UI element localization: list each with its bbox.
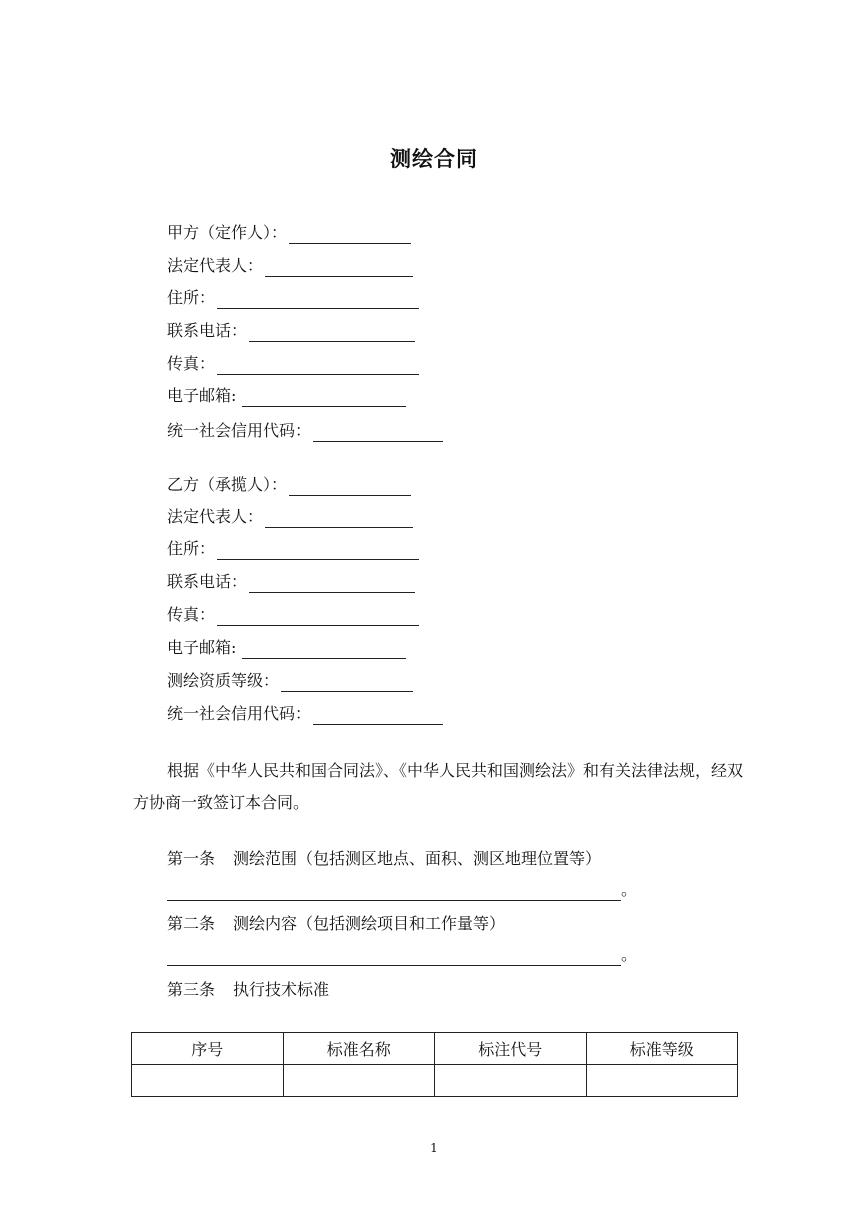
clause-2-end-mark: 。	[621, 945, 638, 964]
standards-table-header-row	[132, 1033, 738, 1065]
party-a-address-label: 住所：	[167, 288, 216, 307]
party-a-name-field	[167, 222, 411, 244]
page-number: 1	[430, 1141, 438, 1155]
party-a-address-field	[167, 287, 419, 309]
party-a-credit-code-blank[interactable]	[313, 423, 443, 442]
clause-3	[167, 979, 329, 1001]
party-b-address-label: 住所：	[167, 539, 216, 558]
party-b-qualification-blank[interactable]	[281, 673, 413, 692]
clause-1-end-mark: 。	[621, 880, 638, 899]
clause-1-blank-line	[167, 879, 637, 901]
header-standard-level: 标准等级	[586, 1033, 738, 1065]
clause-3-number: 第三条	[167, 980, 216, 999]
clause-1-number: 第一条	[167, 849, 216, 868]
clause-3-text: 执行技术标准	[233, 980, 330, 999]
party-b-rep-blank[interactable]	[265, 509, 413, 528]
party-a-fax-label: 传真：	[167, 354, 216, 373]
party-b-phone-label: 联系电话：	[167, 572, 248, 591]
party-a-phone-label: 联系电话：	[167, 321, 248, 340]
party-b-fax-label: 传真：	[167, 605, 216, 624]
party-b-address-field	[167, 538, 419, 560]
clause-1	[167, 848, 601, 870]
party-a-rep-field	[167, 255, 413, 277]
party-b-credit-code-label: 统一社会信用代码：	[167, 704, 312, 723]
party-b-fax-blank[interactable]	[217, 607, 419, 626]
party-b-name-label: 乙方（承揽人）：	[167, 475, 288, 494]
party-a-credit-code-field	[167, 420, 443, 442]
party-b-credit-code-field	[167, 703, 443, 725]
party-a-rep-blank[interactable]	[265, 258, 413, 277]
party-b-fax-field	[167, 604, 419, 626]
party-b-name-blank[interactable]	[289, 477, 411, 496]
party-b-email-field	[167, 637, 406, 659]
party-b-email-blank[interactable]	[242, 640, 406, 659]
party-a-phone-field	[167, 320, 415, 342]
header-standard-code: 标注代号	[435, 1033, 587, 1065]
preamble-paragraph: 根据《中华人民共和国合同法》、《中华人民共和国测绘法》和有关法律法规，经双方协商一致签订本合同。	[133, 761, 744, 812]
party-a-fax-blank[interactable]	[217, 356, 419, 375]
party-a-email-blank[interactable]	[242, 388, 406, 407]
clause-2-blank-line	[167, 944, 637, 966]
party-a-email-label: 电子邮箱:	[167, 386, 237, 405]
party-a-credit-code-label: 统一社会信用代码：	[167, 421, 312, 440]
party-a-address-blank[interactable]	[217, 290, 419, 309]
standards-table	[131, 1032, 738, 1097]
header-serial-number: 序号	[132, 1033, 284, 1065]
table-cell[interactable]	[132, 1065, 284, 1097]
party-b-name-field	[167, 474, 411, 496]
party-b-phone-blank[interactable]	[249, 574, 415, 593]
clause-2-text: 测绘内容（包括测绘项目和工作量等）	[233, 914, 506, 933]
party-b-phone-field	[167, 571, 415, 593]
party-a-rep-label: 法定代表人：	[167, 256, 264, 275]
table-cell[interactable]	[586, 1065, 738, 1097]
table-cell[interactable]	[283, 1065, 435, 1097]
party-b-credit-code-blank[interactable]	[313, 706, 443, 725]
party-b-address-blank[interactable]	[217, 541, 419, 560]
party-b-qualification-label: 测绘资质等级：	[167, 671, 280, 690]
clause-2-number: 第二条	[167, 914, 216, 933]
party-a-phone-blank[interactable]	[249, 323, 415, 342]
party-b-rep-field	[167, 506, 413, 528]
party-a-name-label: 甲方（定作人）：	[167, 223, 288, 242]
party-b-email-label: 电子邮箱:	[167, 638, 237, 657]
table-row	[132, 1065, 738, 1097]
party-a-name-blank[interactable]	[289, 225, 411, 244]
clause-1-blank[interactable]	[167, 882, 621, 901]
table-cell[interactable]	[435, 1065, 587, 1097]
header-standard-name: 标准名称	[283, 1033, 435, 1065]
party-a-email-field	[167, 385, 406, 407]
clause-2-blank[interactable]	[167, 947, 621, 966]
party-b-rep-label: 法定代表人：	[167, 507, 264, 526]
document-title: 测绘合同	[390, 146, 478, 171]
party-a-fax-field	[167, 353, 419, 375]
party-b-qualification-field	[167, 670, 413, 692]
clause-1-text: 测绘范围（包括测区地点、面积、测区地理位置等）	[233, 849, 602, 868]
clause-2	[167, 913, 505, 935]
